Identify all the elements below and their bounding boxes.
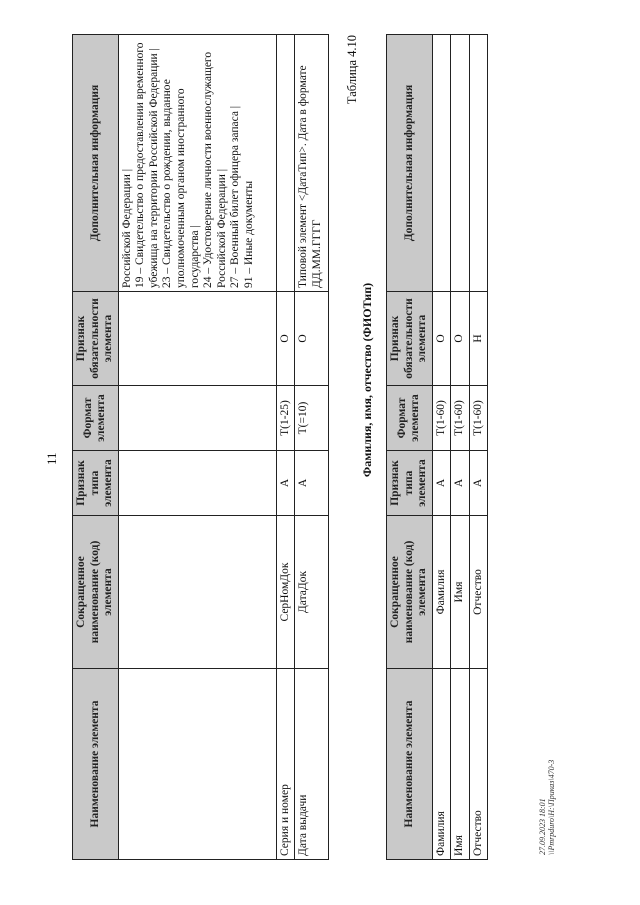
info-line: 27 – Военный билет офицера запаса | [229, 105, 242, 288]
cell-info: Типовой элемент <ДатаТип>. Дата в формате ДД.ММ.ГГГГ [295, 35, 329, 292]
cell-required: Н [469, 292, 488, 386]
table-row [276, 35, 295, 860]
cell-type: А [295, 451, 329, 516]
header-format: Формат элемента [73, 386, 119, 451]
cell-info [469, 35, 488, 292]
cell-code: Фамилия [432, 516, 451, 669]
cell-name: Отчество [469, 669, 488, 860]
header-info: Дополнительная информация [387, 35, 433, 292]
cell-required: О [276, 292, 295, 386]
cell-code: Имя [451, 516, 470, 669]
table-header-row [73, 35, 119, 860]
info-line: 23 – Свидетельство о рождении, выданное уполномоченным органом иностранного государства | [161, 79, 201, 288]
cell-code: ДатаДок [295, 516, 329, 669]
info-line: 24 – Удостоверение личности военнослужащего Российской Федерации | [202, 51, 228, 288]
table-row [432, 35, 451, 860]
cell-required [118, 292, 276, 386]
info-line: 19 – Свидетельство о предоставлении временного убежища на территории Российской Федерации | [134, 42, 160, 288]
header-format: Формат элемента [387, 386, 433, 451]
cell-name: Дата выдачи [295, 669, 329, 860]
cell-name: Имя [451, 669, 470, 860]
cell-type: А [451, 451, 470, 516]
cell-code: Отчество [469, 516, 488, 669]
cell-name [118, 669, 276, 860]
print-stamp [538, 760, 556, 855]
elements-table-continued [72, 34, 329, 860]
table-caption: Фамилия, имя, отчество (ФИОТип) [360, 282, 374, 478]
cell-type: А [276, 451, 295, 516]
table-header-row [387, 35, 433, 860]
table-number: Таблица 4.10 [345, 35, 359, 105]
stamp-datetime: 27.09.2023 18:01 [538, 798, 547, 855]
cell-required: О [432, 292, 451, 386]
cell-info [432, 35, 451, 292]
cell-code: СерНомДок [276, 516, 295, 669]
cell-type: А [469, 451, 488, 516]
header-required: Признак обязательности элемента [387, 292, 433, 386]
cell-format: Т(1-60) [469, 386, 488, 451]
cell-info [276, 35, 295, 292]
header-required: Признак обязательности элемента [73, 292, 119, 386]
stamp-path: \\Pmrpduro\Н:\Приказ\470-3 [547, 759, 557, 855]
cell-format [118, 386, 276, 451]
fio-table [386, 34, 488, 860]
cell-required: О [295, 292, 329, 386]
cell-format: Т(1-60) [451, 386, 470, 451]
cell-required: О [451, 292, 470, 386]
cell-type: А [432, 451, 451, 516]
cell-name: Фамилия [432, 669, 451, 860]
header-name: Наименование элемента [387, 669, 433, 860]
header-info: Дополнительная информация [73, 35, 119, 292]
info-line: 91 – Иные документы [242, 180, 255, 288]
header-name: Наименование элемента [73, 669, 119, 860]
cell-format: Т(1-25) [276, 386, 295, 451]
cell-format: Т(=10) [295, 386, 329, 451]
table-row [469, 35, 488, 860]
header-type: Признак типа элемента [73, 451, 119, 516]
cell-type [118, 451, 276, 516]
table-row [118, 35, 276, 860]
cell-info [451, 35, 470, 292]
table-row [451, 35, 470, 860]
table-row [295, 35, 329, 860]
header-code: Сокращенное наименование (код) элемента [73, 516, 119, 669]
cell-format: Т(1-60) [432, 386, 451, 451]
header-type: Признак типа элемента [387, 451, 433, 516]
header-code: Сокращенное наименование (код) элемента [387, 516, 433, 669]
cell-info [118, 35, 276, 292]
page-number: 11 [44, 452, 59, 465]
info-line: Российской Федерации | [120, 168, 133, 288]
cell-name: Серия и номер [276, 669, 295, 860]
cell-code [118, 516, 276, 669]
